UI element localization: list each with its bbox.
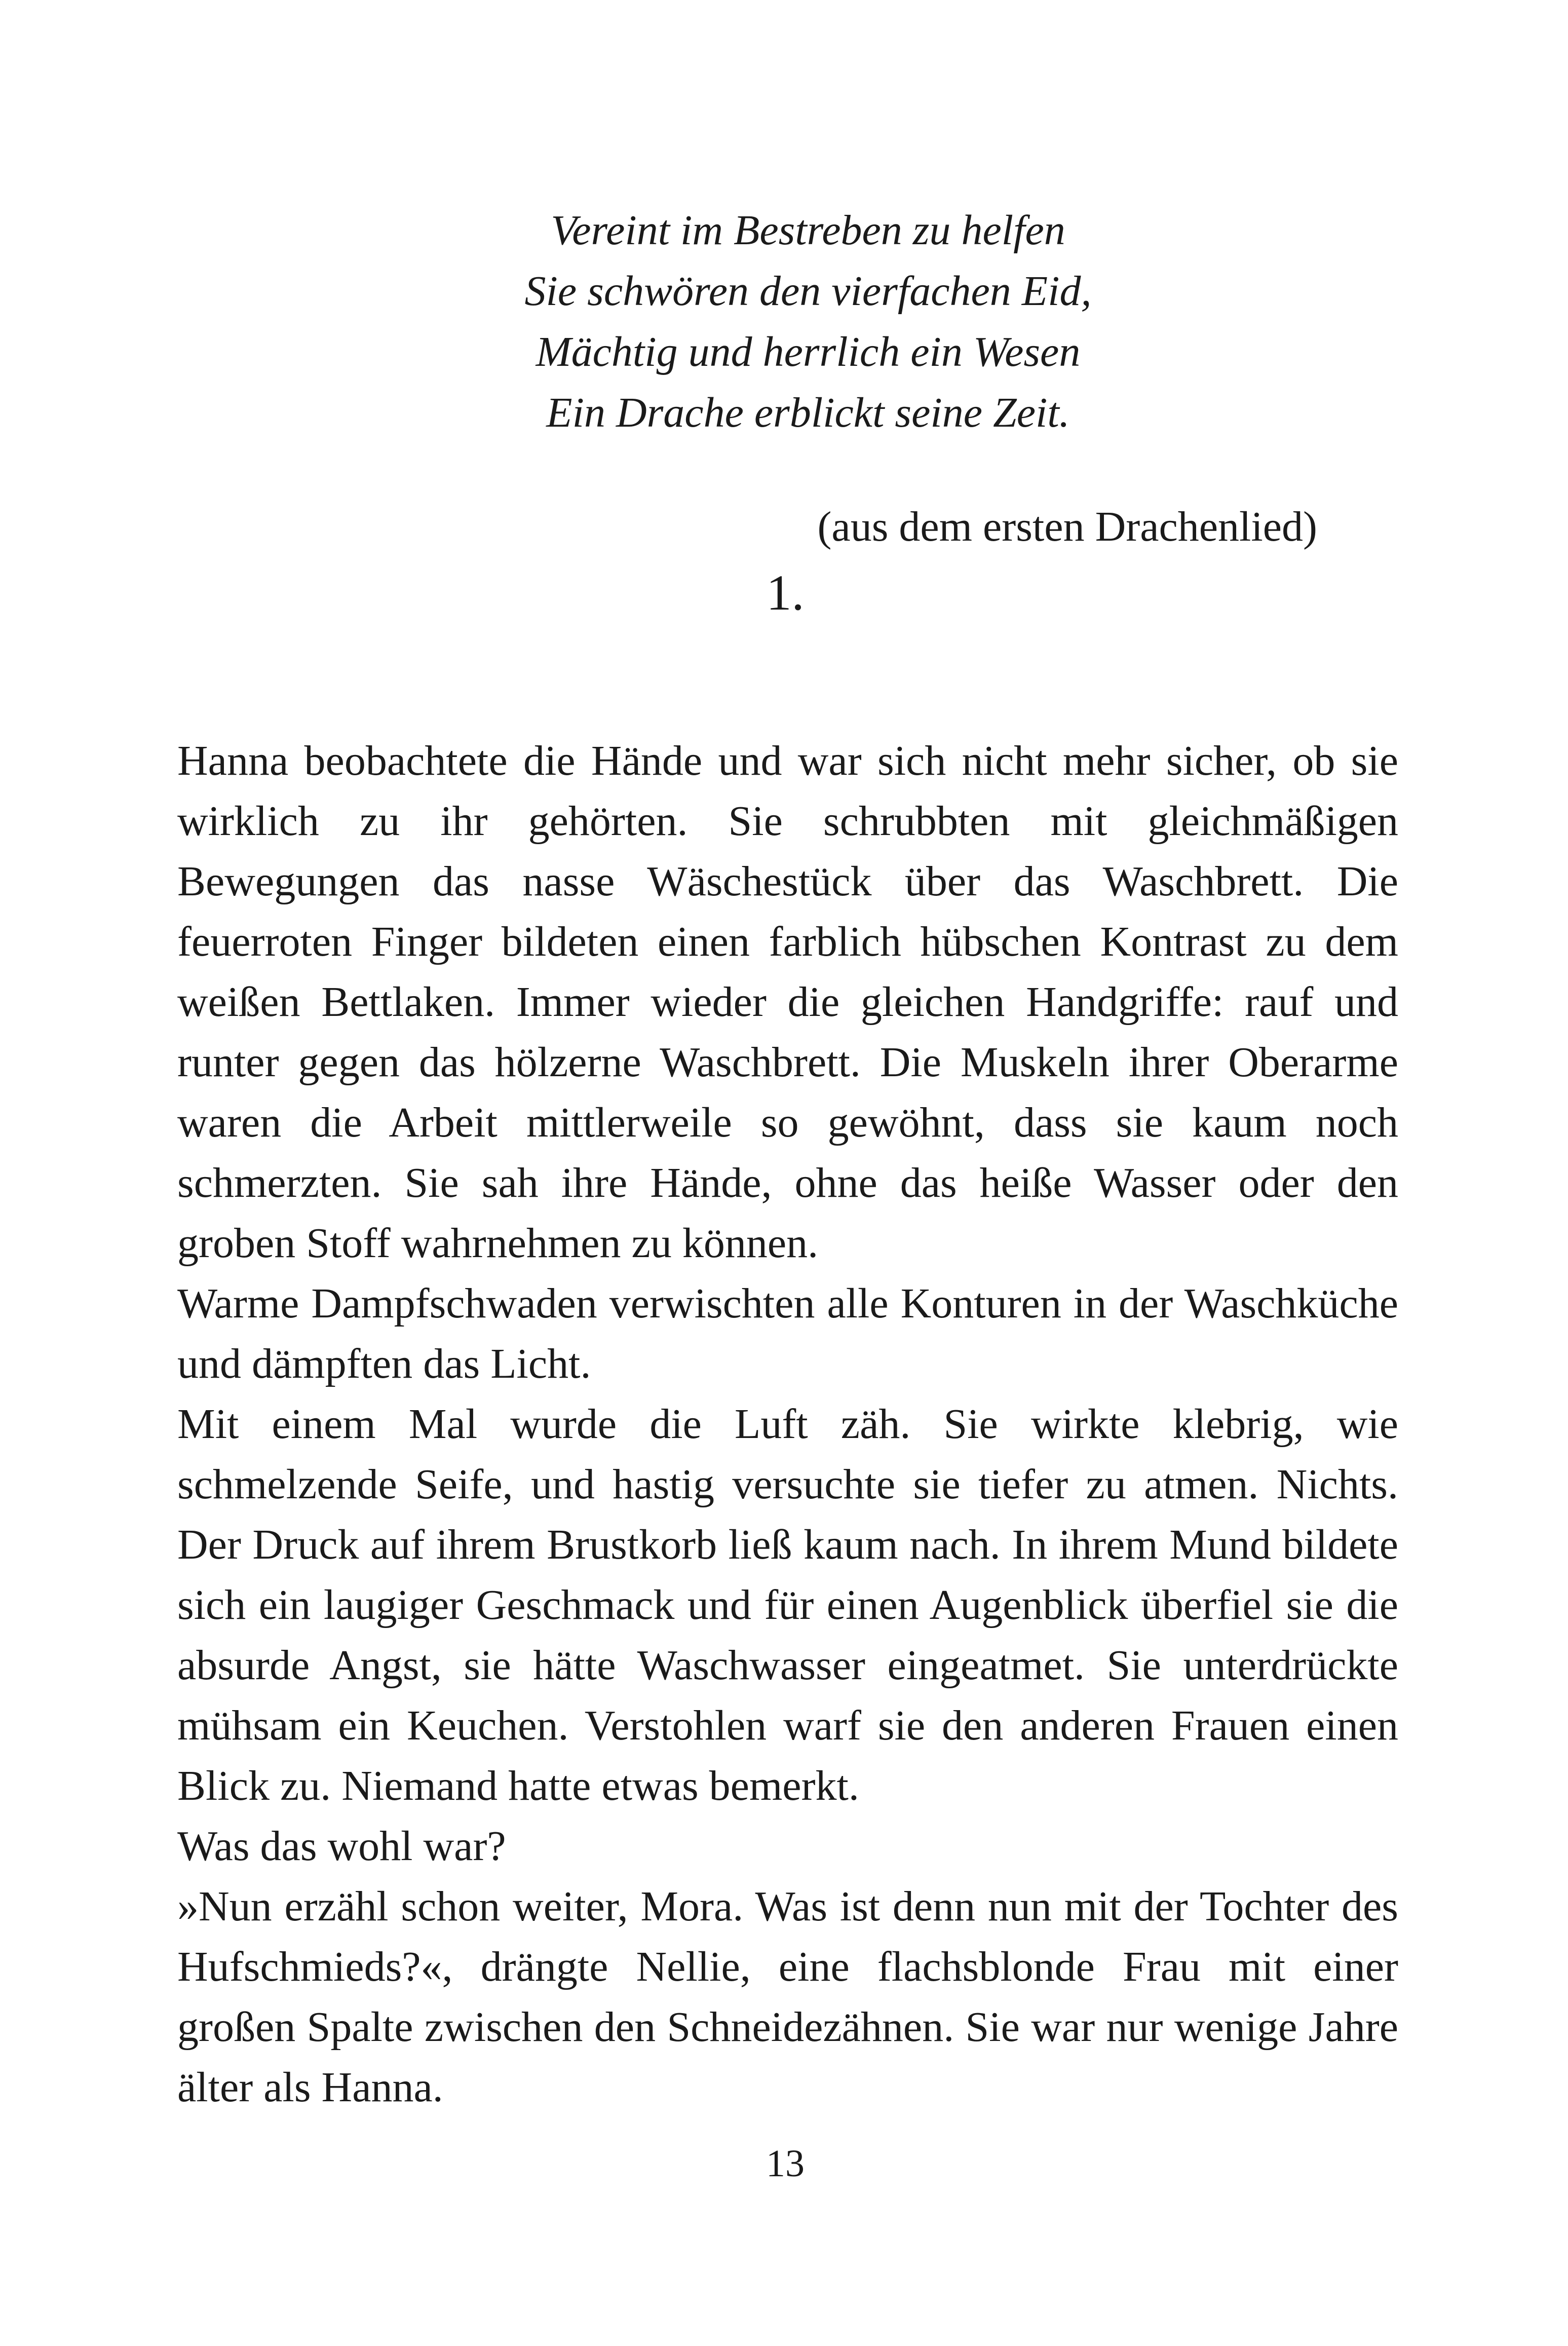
epigraph	[517, 200, 1099, 443]
epigraph-line: Vereint im Bestreben zu helfen	[551, 207, 1065, 254]
epigraph-source: (aus dem ersten Drachenlied)	[817, 503, 1317, 550]
chapter-body	[177, 731, 1398, 2117]
paragraph: Was das wohl war?	[177, 1823, 506, 1870]
paragraph: Warme Dampfschwaden verwischten alle Konturen in der Waschküche und dämpften das Licht.	[177, 1280, 1398, 1387]
epigraph-line: Mächtig und herrlich ein Wesen	[536, 328, 1081, 375]
page-number: 13	[766, 2142, 805, 2185]
paragraph: Hanna beobachtete die Hände und war sich nicht mehr sicher, ob sie wirklich zu ihr gehörten. Sie schrubbten mit gleichmäßigen Bewegungen das nasse Wäschestück über das Waschbrett. Die feuerroten Finger bildeten einen farblich hübschen Kontrast zu dem weißen Bettlaken. Immer wieder die gleichen Handgriffe: rauf und runter gegen das hölzerne Waschbrett. Die Muskeln ihrer Oberarme waren die Arbeit mittlerweile so gewöhnt, dass sie kaum noch schmerzten. Sie sah ihre Hände, ohne das heiße Wasser oder den groben Stoff wahrnehmen zu können.	[177, 737, 1398, 1267]
epigraph-line: Ein Drache erblickt seine Zeit.	[546, 389, 1070, 436]
paragraph: Mit einem Mal wurde die Luft zäh. Sie wirkte klebrig, wie schmelzende Seife, und hastig versuchte sie tiefer zu atmen. Nichts. Der Druck auf ihrem Brustkorb ließ kaum nach. In ihrem Mund bildete sich ein laugiger Geschmack und für einen Augenblick überfiel sie die absurde Angst, sie hätte Waschwasser eingeatmet. Sie unterdrückte mühsam ein Keuchen. Verstohlen warf sie den anderen Frauen einen Blick zu. Niemand hatte etwas bemerkt.	[177, 1401, 1398, 1809]
chapter-number: 1.	[766, 564, 805, 621]
paragraph: »Nun erzähl schon weiter, Mora. Was ist denn nun mit der Tochter des Hufschmieds?«, drängte Nellie, eine flachsblonde Frau mit einer großen Spalte zwischen den Schneidezähnen. Sie war nur wenige Jahre älter als Hanna.	[177, 1883, 1398, 2111]
epigraph-line: Sie schwören den vierfachen Eid,	[524, 268, 1092, 315]
